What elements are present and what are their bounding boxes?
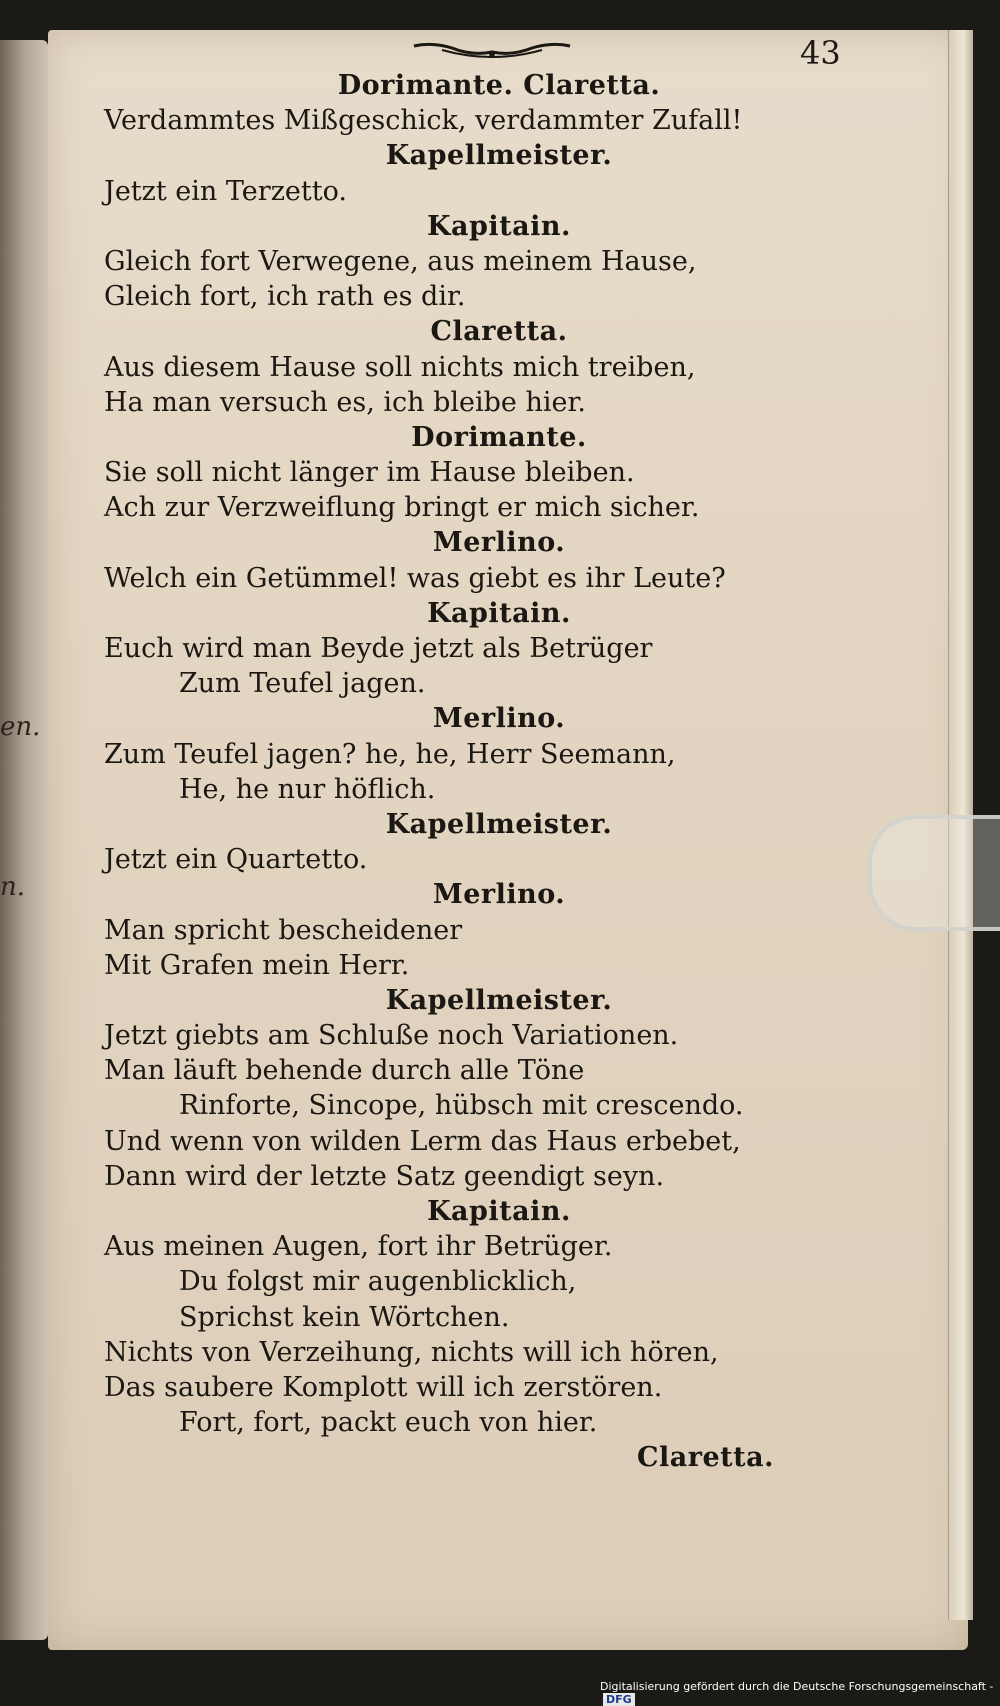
left-page-edge bbox=[0, 40, 48, 1640]
speaker-name: Dorimante. bbox=[411, 421, 587, 453]
verse-line: Zum Teufel jagen? he, he, Herr Seemann, bbox=[104, 738, 676, 770]
credit-text: Digitalisierung gefördert durch die Deutsche Forschungsgemeinschaft - bbox=[600, 1680, 994, 1693]
speaker-name: Kapitain. bbox=[427, 210, 571, 242]
verse-line: Man läuft behende durch alle Töne bbox=[104, 1055, 585, 1087]
verse-line: Jetzt ein Terzetto. bbox=[104, 175, 347, 207]
speaker-name: Dorimante. Claretta. bbox=[337, 70, 661, 101]
verse-line: Und wenn von wilden Lerm das Haus erbebet, bbox=[104, 1125, 741, 1157]
play-text bbox=[104, 68, 894, 1476]
speaker-name: Claretta. bbox=[430, 316, 568, 348]
left-page-fragment: en. bbox=[0, 712, 41, 742]
dfg-logo: DFG bbox=[603, 1693, 635, 1706]
speaker-name: Kapitain. bbox=[427, 597, 571, 629]
verse-line: Man spricht bescheidener bbox=[104, 914, 463, 946]
speaker-name: Kapitain. bbox=[427, 1196, 571, 1227]
left-page-fragment: n. bbox=[0, 872, 26, 902]
verse-line: Fort, fort, packt euch von hier. bbox=[179, 1407, 598, 1439]
verse-line: Euch wird man Beyde jetzt als Betrüger bbox=[104, 633, 653, 664]
verse-line: Welch ein Getümmel! was giebt es ihr Leute? bbox=[104, 562, 726, 594]
page-clip bbox=[868, 815, 1000, 931]
verse-line: Dann wird der letzte Satz geendigt seyn. bbox=[104, 1160, 665, 1192]
speaker-name: Kapellmeister. bbox=[385, 984, 613, 1016]
page-number: 43 bbox=[800, 34, 841, 72]
verse-line: Nichts von Verzeihung, nichts will ich hören, bbox=[104, 1336, 719, 1368]
speaker-name: Merlino. bbox=[432, 527, 566, 559]
verse-line: Ha man versuch es, ich bleibe hier. bbox=[104, 386, 587, 418]
speaker-name: Merlino. bbox=[432, 703, 566, 735]
verse-line: Aus diesem Hause soll nichts mich treiben, bbox=[104, 351, 696, 383]
verse-line: Du folgst mir augenblicklich, bbox=[179, 1266, 577, 1298]
verse-line: Zum Teufel jagen. bbox=[179, 668, 426, 700]
speaker-name: Kapellmeister. bbox=[385, 808, 613, 840]
verse-line: Ach zur Verzweiflung bringt er mich sicher. bbox=[104, 492, 700, 524]
verse-line: Sprichst kein Wörtchen. bbox=[179, 1301, 510, 1333]
verse-line: Rinforte, Sincope, hübsch mit crescendo. bbox=[179, 1090, 744, 1122]
verse-line: He, he nur höflich. bbox=[179, 773, 436, 805]
verse-line: Gleich fort Verwegene, aus meinem Hause, bbox=[104, 245, 697, 277]
verse-line: Jetzt ein Quartetto. bbox=[104, 844, 368, 876]
catchword: Claretta. bbox=[637, 1442, 774, 1474]
speaker-name: Merlino. bbox=[432, 879, 566, 911]
speaker-name: Kapellmeister. bbox=[385, 140, 613, 172]
verse-line: Verdammtes Mißgeschick, verdammter Zufall! bbox=[104, 105, 743, 137]
verse-line: Gleich fort, ich rath es dir. bbox=[104, 281, 466, 313]
verse-line: Aus meinen Augen, fort ihr Betrüger. bbox=[104, 1231, 613, 1263]
digitization-credit bbox=[600, 1680, 1000, 1706]
verse-line: Sie soll nicht länger im Hause bleiben. bbox=[104, 457, 635, 489]
verse-line: Das saubere Komplott will ich zerstören. bbox=[104, 1371, 663, 1403]
verse-line: Jetzt giebts am Schluße noch Variationen. bbox=[104, 1020, 679, 1052]
ornament-divider bbox=[412, 40, 572, 62]
verse-line: Mit Grafen mein Herr. bbox=[104, 949, 410, 981]
